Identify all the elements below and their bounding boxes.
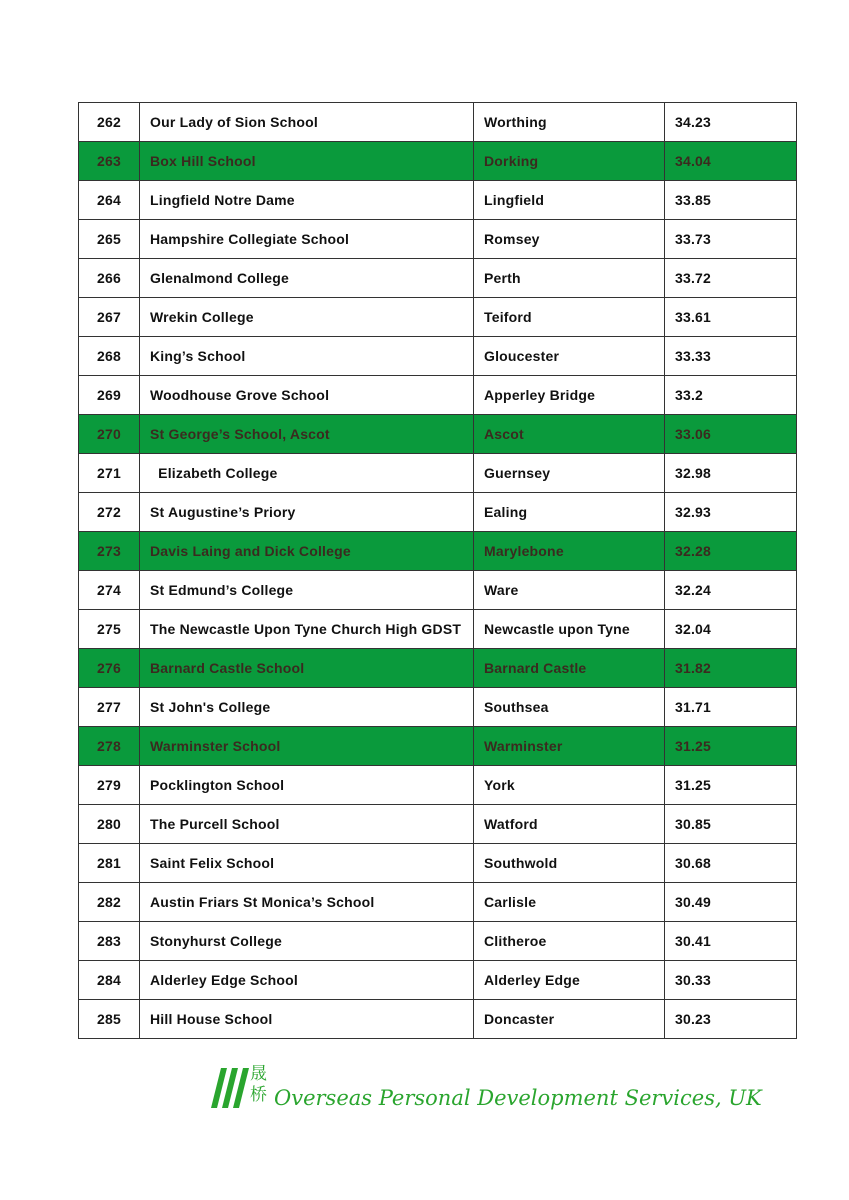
location-cell: Perth	[474, 259, 665, 298]
rank-cell: 270	[79, 415, 140, 454]
table-row	[79, 454, 797, 493]
rank-cell: 279	[79, 766, 140, 805]
location-cell: York	[474, 766, 665, 805]
location-cell: Doncaster	[474, 1000, 665, 1039]
school-name-cell: St Augustine’s Priory	[140, 493, 474, 532]
rank-cell: 272	[79, 493, 140, 532]
location-cell: Ware	[474, 571, 665, 610]
table-row	[79, 259, 797, 298]
table-row	[79, 844, 797, 883]
location-cell: Southsea	[474, 688, 665, 727]
table-row	[79, 727, 797, 766]
score-cell: 32.28	[665, 532, 797, 571]
school-name-cell: King’s School	[140, 337, 474, 376]
rank-cell: 276	[79, 649, 140, 688]
rank-cell: 271	[79, 454, 140, 493]
location-cell: Carlisle	[474, 883, 665, 922]
school-name-cell: The Purcell School	[140, 805, 474, 844]
school-name-cell: Stonyhurst College	[140, 922, 474, 961]
rank-cell: 278	[79, 727, 140, 766]
location-cell: Ealing	[474, 493, 665, 532]
score-cell: 33.61	[665, 298, 797, 337]
school-name-cell: The Newcastle Upon Tyne Church High GDST	[140, 610, 474, 649]
school-name-cell: Hill House School	[140, 1000, 474, 1039]
school-name-cell: Alderley Edge School	[140, 961, 474, 1000]
table-row	[79, 1000, 797, 1039]
school-ranking-table	[78, 102, 797, 1039]
rank-cell: 267	[79, 298, 140, 337]
rank-cell: 265	[79, 220, 140, 259]
rank-cell: 275	[79, 610, 140, 649]
school-name-cell: Woodhouse Grove School	[140, 376, 474, 415]
rank-cell: 269	[79, 376, 140, 415]
school-name-cell: Warminster School	[140, 727, 474, 766]
rank-cell: 281	[79, 844, 140, 883]
rank-cell: 284	[79, 961, 140, 1000]
school-name-cell: Wrekin College	[140, 298, 474, 337]
score-cell: 33.06	[665, 415, 797, 454]
rank-cell: 274	[79, 571, 140, 610]
table-row	[79, 688, 797, 727]
footer-logo	[210, 1064, 762, 1114]
table-row	[79, 610, 797, 649]
location-cell: Newcastle upon Tyne	[474, 610, 665, 649]
location-cell: Gloucester	[474, 337, 665, 376]
school-name-cell: Pocklington School	[140, 766, 474, 805]
score-cell: 32.24	[665, 571, 797, 610]
score-cell: 30.85	[665, 805, 797, 844]
three-slanted-bars-logo-icon	[210, 1068, 250, 1110]
school-name-cell: St George’s School, Ascot	[140, 415, 474, 454]
table-row	[79, 298, 797, 337]
table-body	[79, 103, 797, 1039]
logo-cjk-bottom: 桥	[250, 1085, 267, 1105]
school-name-cell: Saint Felix School	[140, 844, 474, 883]
location-cell: Ascot	[474, 415, 665, 454]
rank-cell: 283	[79, 922, 140, 961]
table-row	[79, 415, 797, 454]
table-row	[79, 181, 797, 220]
table-row	[79, 961, 797, 1000]
school-name-cell: Austin Friars St Monica’s School	[140, 883, 474, 922]
score-cell: 31.71	[665, 688, 797, 727]
score-cell: 33.33	[665, 337, 797, 376]
school-name-cell: Lingfield Notre Dame	[140, 181, 474, 220]
location-cell: Romsey	[474, 220, 665, 259]
location-cell: Dorking	[474, 142, 665, 181]
location-cell: Barnard Castle	[474, 649, 665, 688]
score-cell: 30.68	[665, 844, 797, 883]
score-cell: 31.82	[665, 649, 797, 688]
school-name-cell: Our Lady of Sion School	[140, 103, 474, 142]
score-cell: 33.72	[665, 259, 797, 298]
rank-cell: 268	[79, 337, 140, 376]
table-row	[79, 649, 797, 688]
rank-cell: 277	[79, 688, 140, 727]
school-name-cell: Hampshire Collegiate School	[140, 220, 474, 259]
school-name-cell: St Edmund’s College	[140, 571, 474, 610]
rank-cell: 280	[79, 805, 140, 844]
logo-cjk-characters	[250, 1064, 272, 1106]
score-cell: 33.2	[665, 376, 797, 415]
score-cell: 32.98	[665, 454, 797, 493]
location-cell: Marylebone	[474, 532, 665, 571]
table-row	[79, 493, 797, 532]
score-cell: 30.23	[665, 1000, 797, 1039]
rank-cell: 273	[79, 532, 140, 571]
rank-cell: 263	[79, 142, 140, 181]
table-row	[79, 220, 797, 259]
rank-cell: 264	[79, 181, 140, 220]
table-row	[79, 142, 797, 181]
school-name-cell: Elizabeth College	[140, 454, 474, 493]
location-cell: Clitheroe	[474, 922, 665, 961]
table-row	[79, 571, 797, 610]
location-cell: Alderley Edge	[474, 961, 665, 1000]
table-row	[79, 922, 797, 961]
table-row	[79, 766, 797, 805]
location-cell: Southwold	[474, 844, 665, 883]
score-cell: 30.41	[665, 922, 797, 961]
table-row	[79, 103, 797, 142]
score-cell: 30.49	[665, 883, 797, 922]
rank-cell: 285	[79, 1000, 140, 1039]
logo-cjk-top: 晟	[250, 1064, 267, 1084]
table-row	[79, 805, 797, 844]
score-cell: 34.23	[665, 103, 797, 142]
score-cell: 34.04	[665, 142, 797, 181]
score-cell: 31.25	[665, 766, 797, 805]
school-name-cell: Barnard Castle School	[140, 649, 474, 688]
score-cell: 30.33	[665, 961, 797, 1000]
location-cell: Watford	[474, 805, 665, 844]
score-cell: 31.25	[665, 727, 797, 766]
score-cell: 32.04	[665, 610, 797, 649]
location-cell: Apperley Bridge	[474, 376, 665, 415]
location-cell: Teiford	[474, 298, 665, 337]
table-row	[79, 532, 797, 571]
score-cell: 33.73	[665, 220, 797, 259]
school-name-cell: St John's College	[140, 688, 474, 727]
location-cell: Lingfield	[474, 181, 665, 220]
table-row	[79, 883, 797, 922]
company-name: Overseas Personal Development Services, UK	[274, 1086, 762, 1110]
location-cell: Worthing	[474, 103, 665, 142]
rank-cell: 282	[79, 883, 140, 922]
location-cell: Warminster	[474, 727, 665, 766]
table-row	[79, 376, 797, 415]
rank-cell: 266	[79, 259, 140, 298]
school-name-cell: Glenalmond College	[140, 259, 474, 298]
score-cell: 33.85	[665, 181, 797, 220]
school-name-cell: Box Hill School	[140, 142, 474, 181]
school-ranking-table-container	[78, 102, 796, 1039]
score-cell: 32.93	[665, 493, 797, 532]
location-cell: Guernsey	[474, 454, 665, 493]
school-name-cell: Davis Laing and Dick College	[140, 532, 474, 571]
table-row	[79, 337, 797, 376]
rank-cell: 262	[79, 103, 140, 142]
